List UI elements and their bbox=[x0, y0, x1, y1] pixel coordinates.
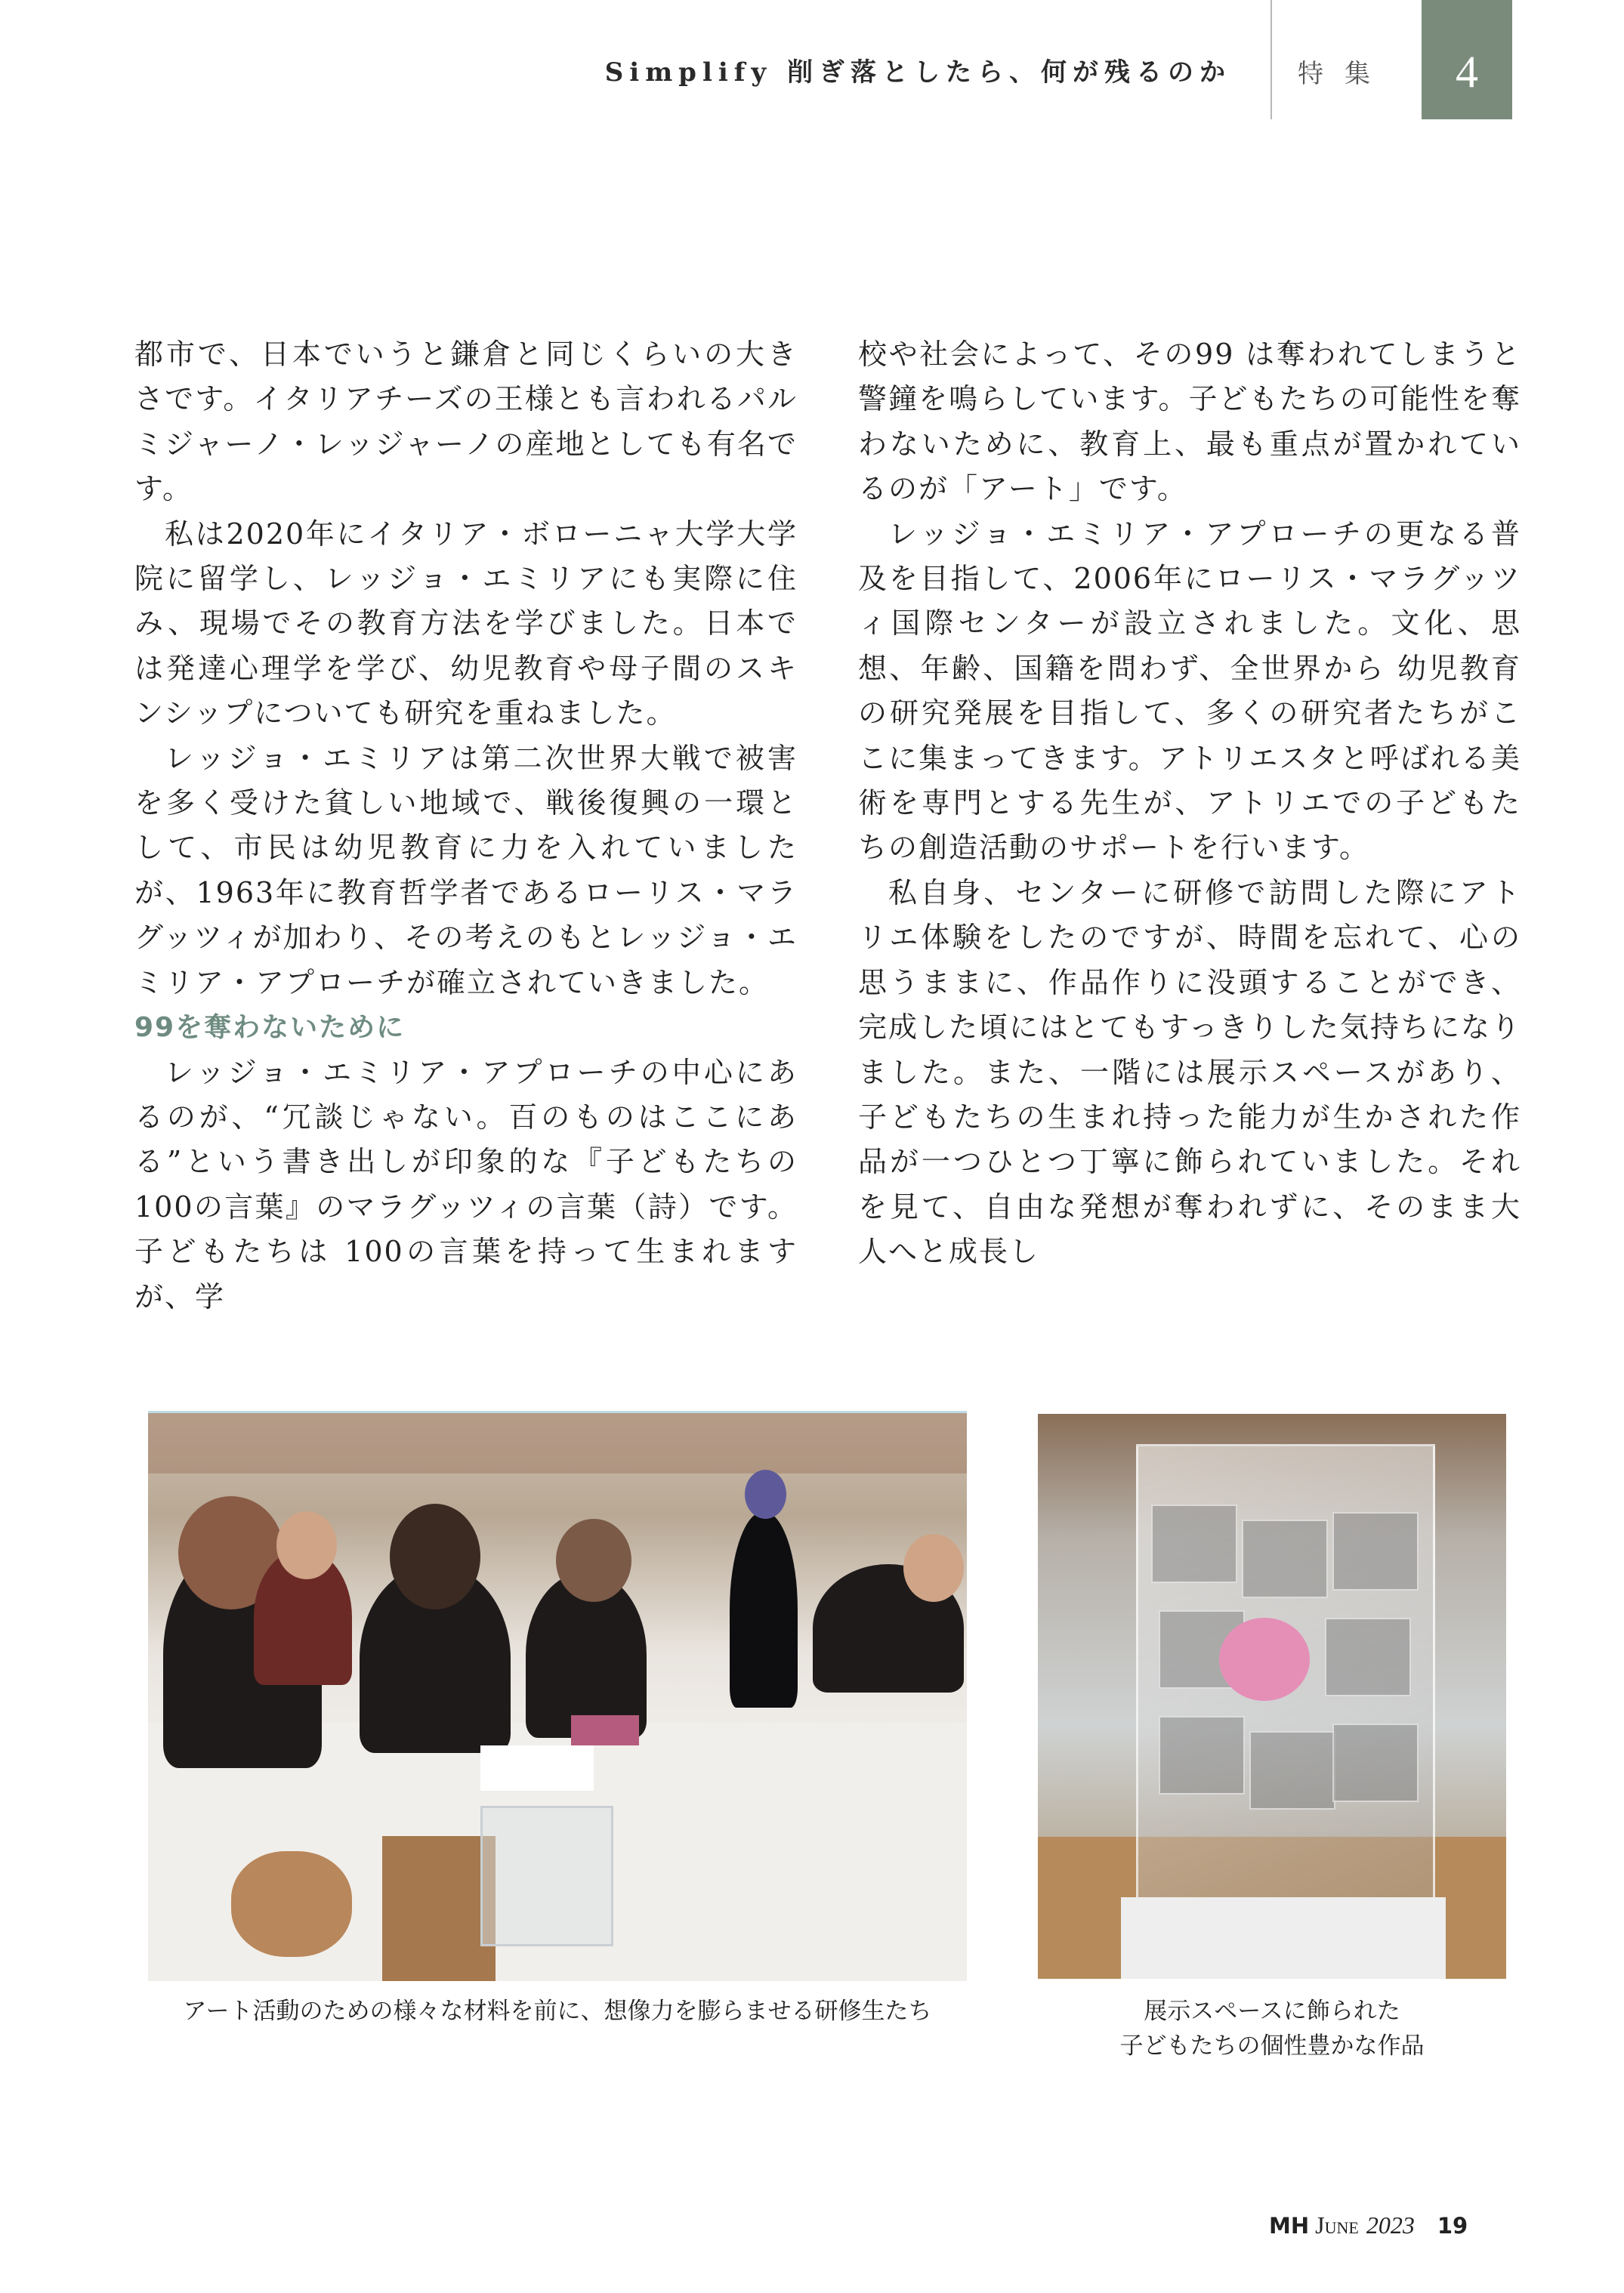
paragraph: 私は2020年にイタリア・ボローニャ大学大学院に留学し、レッジョ・エミリアにも実際に住み、現場でその教育方法を学びました。日本では発達心理学を学び、幼児教育や母子間のスキンシップについても研究を重ねました。 bbox=[134, 517, 798, 730]
photo-cell bbox=[1249, 1731, 1335, 1810]
right-text-column bbox=[858, 332, 1521, 1275]
section-label: 特集 bbox=[1298, 59, 1391, 89]
issue-year: 2023 bbox=[1366, 2211, 1415, 2239]
photo-glass-box bbox=[480, 1806, 613, 1946]
left-text-column bbox=[134, 332, 798, 1319]
photo-cell bbox=[1325, 1618, 1411, 1696]
photo-sponge bbox=[231, 1851, 352, 1957]
paragraph: 校や社会によって、その99 は奪われてしまうと警鐘を鳴らしています。子どもたちの可能性を奪わないために、教育上、最も重点が置かれているのが「アート」です。 bbox=[858, 338, 1521, 506]
workshop-photo bbox=[148, 1411, 967, 1981]
photo-head bbox=[903, 1534, 964, 1602]
photo-pink-object bbox=[1219, 1618, 1310, 1701]
photo-head bbox=[390, 1504, 480, 1609]
photo-head bbox=[745, 1470, 786, 1519]
photo-caption-right bbox=[1038, 1994, 1506, 2063]
page-header bbox=[0, 0, 1624, 121]
photo-person bbox=[730, 1511, 798, 1708]
issue-month: June bbox=[1315, 2211, 1359, 2239]
photo-cell bbox=[1242, 1520, 1328, 1598]
section-number-badge: 4 bbox=[1422, 0, 1512, 119]
magazine-name: MH bbox=[1269, 2213, 1310, 2239]
photo-cloth bbox=[571, 1715, 639, 1745]
page-number: 19 bbox=[1437, 2213, 1468, 2239]
photo-cell bbox=[1159, 1716, 1245, 1795]
paragraph: 都市で、日本でいうと鎌倉と同じくらいの大きさです。イタリアチーズの王様とも言われるパルミジャーノ・レッジャーノの産地としても有名です。 bbox=[134, 338, 798, 506]
photo-cell bbox=[1151, 1504, 1237, 1583]
photo-cell bbox=[1332, 1724, 1419, 1802]
photo-wood-block bbox=[382, 1836, 496, 1981]
photo-ceiling bbox=[148, 1413, 967, 1474]
caption-line: 子どもたちの個性豊かな作品 bbox=[1119, 2032, 1425, 2060]
photo-head bbox=[556, 1519, 631, 1602]
photo-caption-left bbox=[148, 1994, 967, 2029]
photo-cell bbox=[1332, 1512, 1419, 1591]
feature-title: Simplify 削ぎ落としたら、何が残るのか bbox=[604, 57, 1231, 88]
exhibit-photo bbox=[1038, 1414, 1506, 1979]
page-footer bbox=[1269, 2211, 1518, 2242]
paragraph: レッジョ・エミリアは第二次世界大戦で被害を多く受けた貧しい地域で、戦後復興の一環として、市民は幼児教育に力を入れていましたが、1963年に教育哲学者であるローリス・マラグッツィが加わり、その考えのもとレッジョ・エミリア・アプローチが確立されていきました。 bbox=[134, 741, 798, 999]
photo-head bbox=[276, 1511, 337, 1579]
caption-line: 展示スペースに飾られた bbox=[1144, 1998, 1400, 2025]
paragraph: 私自身、センターに研修で訪問した際にアトリエ体験をしたのですが、時間を忘れて、心の思うままに、作品作りに没頭することができ、完成した頃にはとてもすっきりした気持ちになりました。また、一階には展示スペースがあり、子どもたちの生まれ持った能力が生かされた作品が一つひとつ丁寧に飾られていました。それを見て、自由な発想が奪われずに、そのまま大人へと成長し bbox=[858, 875, 1521, 1269]
paragraph: レッジョ・エミリア・アプローチの中心にあるのが、“冗談じゃない。百のものはここにある”という書き出しが印象的な『子どもたちの 100の言葉』のマラグッツィの言葉（詩）です。子どもたちは 100の言葉を持って生まれますが、学 bbox=[134, 1055, 798, 1313]
paragraph: レッジョ・エミリア・アプローチの更なる普及を目指して、2006年にローリス・マラグッツィ国際センターが設立されました。文化、思想、年齢、国籍を問わず、全世界から 幼児教育の研究発展を目指して、多くの研究者たちがここに集まってきます。アトリエスタと呼ばれる美術を専門とする先生が、アトリエでの子どもたちの創造活動のサポートを行います。 bbox=[858, 517, 1521, 865]
section-subheading: 99を奪わないために bbox=[134, 1012, 406, 1044]
photo-pedestal bbox=[1121, 1897, 1446, 1979]
photo-paper bbox=[480, 1745, 594, 1791]
caption-text: アート活動のための様々な材料を前に、想像力を膨らませる研修生たち bbox=[183, 1998, 932, 2025]
header-divider bbox=[1270, 0, 1272, 119]
